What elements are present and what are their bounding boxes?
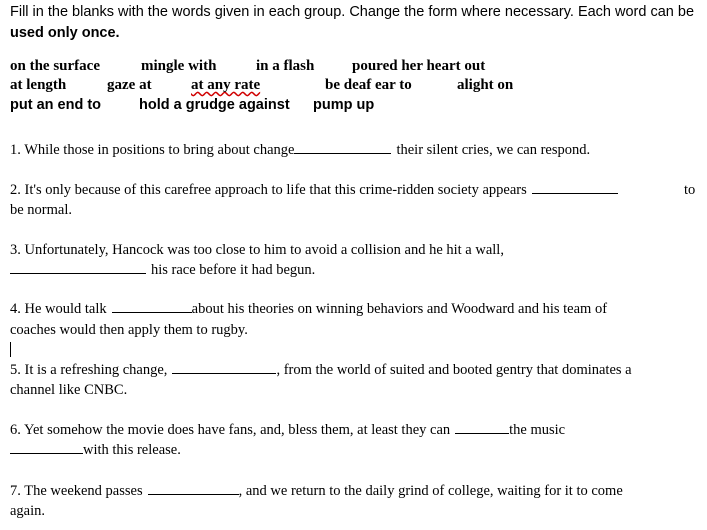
question-text: 1. While those in positions to bring about change: [10, 142, 295, 158]
answer-blank[interactable]: [148, 481, 239, 495]
question-2-line-1: [10, 180, 618, 200]
question-text: 4. He would talk: [10, 301, 107, 317]
instructions-emphasis: used only once.: [10, 25, 120, 41]
word-bank-item: be deaf ear to: [325, 77, 412, 93]
word-bank-item: poured her heart out: [352, 58, 486, 74]
answer-blank[interactable]: [455, 420, 509, 434]
question-text: about his theories on winning behaviors and Woodward and his team of: [191, 301, 608, 317]
answer-blank[interactable]: [532, 180, 618, 194]
question-text: be normal.: [10, 202, 73, 218]
word-bank-item-spellcheck: at any rate: [191, 77, 261, 93]
question-text: , and we return to the daily grind of college, waiting for it to come: [238, 483, 623, 499]
question-text: the music: [509, 422, 566, 438]
question-1: [10, 140, 590, 160]
word-bank-item: alight on: [457, 77, 514, 93]
answer-blank[interactable]: [10, 260, 146, 274]
question-text: , from the world of suited and booted gentry that dominates a: [276, 362, 632, 378]
question-4-line-1: [10, 299, 607, 319]
question-text: 2. It's only because of this carefree approach to life that this crime-ridden society appears: [10, 182, 527, 198]
question-3-line-2: [10, 260, 315, 280]
question-text: 7. The weekend passes: [10, 483, 143, 499]
question-text: coaches would then apply them to rugby.: [10, 322, 248, 338]
word-bank-item: on the surface: [10, 58, 100, 74]
word-bank-item: gaze at: [107, 77, 152, 93]
question-text: 5. It is a refreshing change,: [10, 362, 168, 378]
answer-blank[interactable]: [112, 299, 192, 313]
question-text: again.: [10, 503, 46, 519]
answer-blank[interactable]: [10, 440, 83, 454]
question-text: 6. Yet somehow the movie does have fans, and, bless them, at least they can: [10, 422, 451, 438]
word-bank-item: hold a grudge against: [139, 97, 290, 113]
question-6-line-1: [10, 420, 565, 440]
question-7-line-1: [10, 481, 623, 501]
question-5-line-1: [10, 360, 632, 380]
question-text: with this release.: [83, 442, 181, 458]
question-text: channel like CNBC.: [10, 382, 128, 398]
text-cursor: [10, 342, 11, 357]
answer-blank[interactable]: [294, 140, 391, 154]
instructions: [10, 2, 700, 44]
question-text: his race before it had begun.: [151, 262, 316, 278]
word-bank-item: pump up: [313, 97, 375, 113]
question-text: their silent cries, we can respond.: [396, 142, 591, 158]
answer-blank[interactable]: [172, 360, 276, 374]
word-bank-item: mingle with: [141, 58, 217, 74]
question-3-line-1: 3. Unfortunately, Hancock was too close to him to avoid a collision and he hit a wall,: [10, 242, 504, 258]
question-6-line-2: [10, 440, 181, 460]
word-bank-item: in a flash: [256, 58, 315, 74]
word-bank-item: put an end to: [10, 97, 102, 113]
question-text: to: [684, 182, 696, 198]
word-bank-item: at length: [10, 77, 67, 93]
instructions-text: Fill in the blanks with the words given in each group. Change the form where necessary. Each word can be: [10, 4, 695, 20]
